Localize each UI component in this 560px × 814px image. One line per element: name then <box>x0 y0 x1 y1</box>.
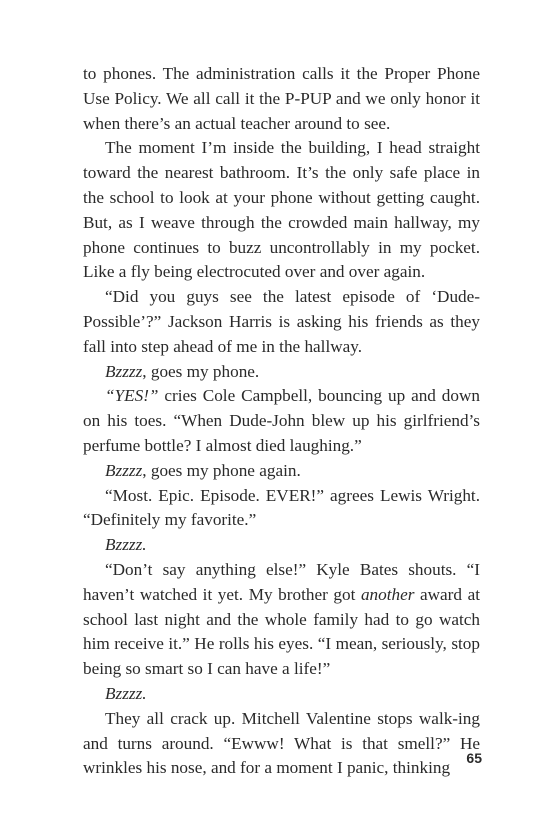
text-run: to phones. The administration calls it the Proper Phone Use Policy. We all call it the P-PUP and we only honor it when there’s an actual teacher around to see. <box>83 64 480 133</box>
italic-run: “YES!” <box>105 386 159 406</box>
paragraph <box>83 533 480 558</box>
paragraph <box>83 558 480 682</box>
paragraph <box>83 682 480 707</box>
paragraph <box>83 384 480 458</box>
paragraph <box>83 62 480 136</box>
body-text <box>83 62 480 781</box>
page-number: 65 <box>466 750 482 766</box>
paragraph <box>83 285 480 359</box>
text-run: , goes my phone again. <box>142 460 301 480</box>
text-run: They all crack up. Mitchell Valentine stops walk-ing and turns around. “Ewww! What is that smell?” He wrinkles his nose, and for a moment I panic, thinking <box>83 708 480 778</box>
text-run: “Did you guys see the latest episode of ‘Dude-Possible’?” Jackson Harris is asking his friends as they fall into step ahead of me in the hallway. <box>83 287 480 356</box>
italic-run: Bzzzz <box>105 460 143 480</box>
paragraph <box>83 707 480 781</box>
text-run: cries Cole Campbell, bouncing up and down on his toes. “When Dude-John blew up his girlfriend’s perfume bottle? I almost died laughing.” <box>83 386 480 455</box>
paragraph <box>83 484 480 534</box>
italic-run: Bzzzz <box>105 361 143 381</box>
paragraph <box>83 136 480 285</box>
paragraph <box>83 360 480 385</box>
italic-run: Bzzzz. <box>105 683 147 703</box>
text-run: , goes my phone. <box>142 361 260 381</box>
text-run: award at school last night and the whole family had to go watch him receive it.” He rolls his eyes. “I mean, seriously, stop being so smart so I can have a life!” <box>83 584 480 679</box>
text-run: The moment I’m inside the building, I head straight toward the nearest bathroom. It’s the only safe place in the school to look at your phone without getting caught. But, as I weave through the crowded main hallway, my phone continues to buzz uncontrollably in my pocket. Like a fly being electrocuted over and over again. <box>83 138 480 282</box>
text-run: “Most. Epic. Episode. EVER!” agrees Lewis Wright. “Definitely my favorite.” <box>83 485 480 530</box>
italic-run: Bzzzz. <box>105 535 147 555</box>
paragraph <box>83 459 480 484</box>
text-run: “Don’t say anything else!” Kyle Bates shouts. “I haven’t watched it yet. My brother got <box>83 559 480 604</box>
italic-run: another <box>360 584 415 604</box>
